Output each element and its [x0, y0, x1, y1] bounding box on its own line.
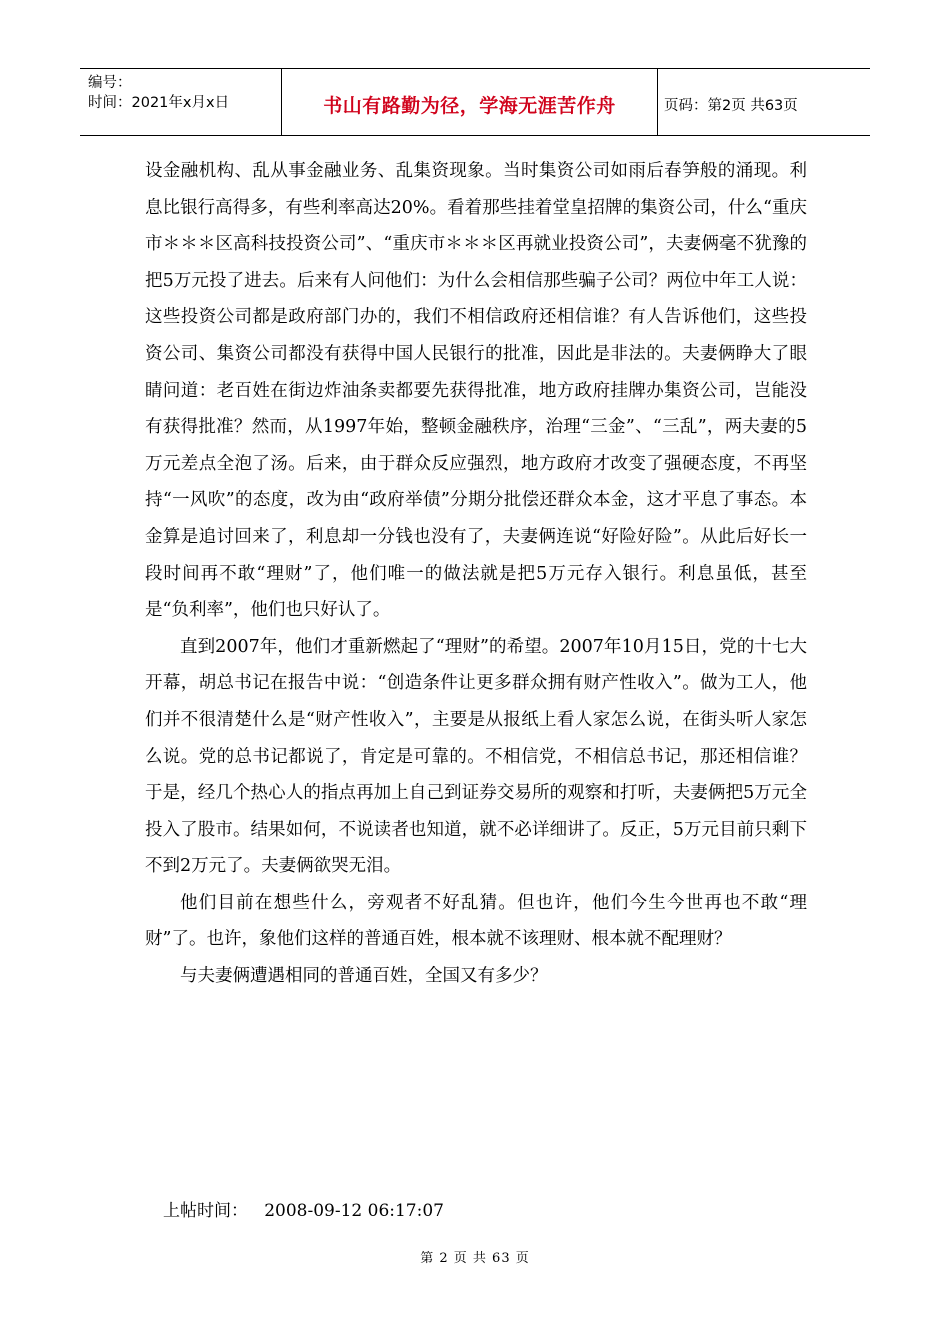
page-header	[80, 68, 870, 136]
document-number-label: 编号：	[88, 75, 132, 91]
paragraph-4: 与夫妻俩遭遇相同的普通百姓，全国又有多少？	[180, 966, 548, 987]
page-footer: 第 2 页 共 63 页	[420, 1251, 530, 1266]
document-date: 时间：2021年x月x日	[88, 95, 230, 111]
header-meta	[80, 69, 282, 135]
header-motto: 书山有路勤为径，学海无涯苦作舟	[282, 69, 658, 135]
paragraph-2: 直到2007年，他们才重新燃起了“理财”的希望。2007年10月15日，党的十七大开幕，胡总书记在报告中说：“创造条件让更多群众拥有财产性收入”。做为工人，他们并不很清楚什么是“财产性收入”，主要是从报纸上看人家怎么说，在街头听人家怎么说。党的总书记都说了，肯定是可靠的。不相信党，不相信总书记，那还相信谁？于是，经几个热心人的指点再加上自己到证券交易所的观察和打听，夫妻俩把5万元全投入了股市。结果如何，不说读者也知道，就不必详细讲了。反正，5万元目前只剩下不到2万元了。夫妻俩欲哭无泪。	[145, 636, 807, 877]
post-time: 上帖时间： 2008-09-12 06:17:07	[163, 1201, 444, 1221]
article-body	[145, 153, 807, 995]
paragraph-3: 他们目前在想些什么，旁观者不好乱猜。但也许，他们今生今世再也不敢“理财”了。也许，象他们这样的普通百姓，根本就不该理财、根本就不配理财？	[145, 892, 807, 950]
header-page-info: 页码：第2页 共63页	[664, 97, 798, 114]
paragraph-1: 设金融机构、乱从事金融业务、乱集资现象。当时集资公司如雨后春笋般的涌现。利息比银行高得多，有些利率高达20%。看着那些挂着堂皇招牌的集资公司，什么“重庆市＊＊＊区高科技投资公司”、“重庆市＊＊＊区再就业投资公司”，夫妻俩毫不犹豫的把5万元投了进去。后来有人问他们：为什么会相信那些骗子公司？两位中年工人说：这些投资公司都是政府部门办的，我们不相信政府还相信谁？有人告诉他们，这些投资公司、集资公司都没有获得中国人民银行的批准，因此是非法的。夫妻俩睁大了眼睛问道：老百姓在街边炸油条卖都要先获得批准，地方政府挂牌办集资公司，岂能没有获得批准？然而，从1997年始，整顿金融秩序，治理“三金”、“三乱”，两夫妻的5万元差点全泡了汤。后来，由于群众反应强烈，地方政府才改变了强硬态度，不再坚持“一风吹”的态度，改为由“政府举债”分期分批偿还群众本金，这才平息了事态。本金算是追讨回来了，利息却一分钱也没有了，夫妻俩连说“好险好险”。从此后好长一段时间再不敢“理财”了，他们唯一的做法就是把5万元存入银行。利息虽低，甚至是“负利率”，他们也只好认了。	[145, 161, 807, 621]
